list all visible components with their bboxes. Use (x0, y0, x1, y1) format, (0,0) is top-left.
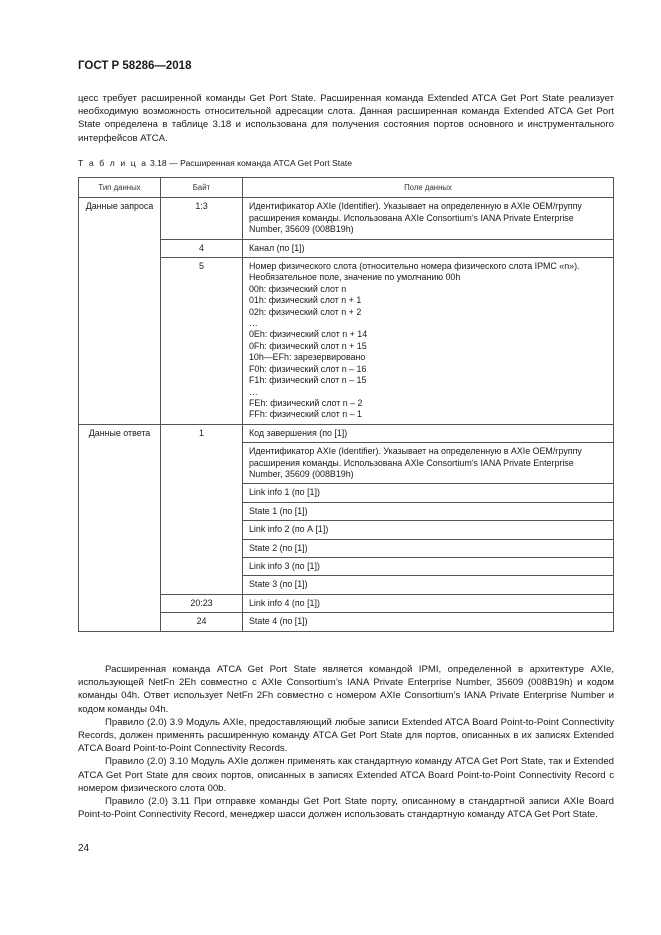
field-cell: Link info 3 (по [1]) (243, 557, 614, 575)
header-byte: Байт (161, 178, 243, 198)
byte-cell: 20:23 (161, 594, 243, 612)
field-line: 10h—EFh: зарезервировано (249, 352, 366, 363)
field-line: 01h: физический слот n + 1 (249, 295, 362, 306)
field-line: 00h: физический слот n (249, 283, 347, 294)
body-paragraph: Расширенная команда ATCA Get Port State является командой IPMI, определенной в архитектуре AXIe, использующей NetFn 2Eh совместно с AXIe Consortium’s IANA Private Enterprise Number, 35609 (008B19h) и кодом команды 04h. Ответ использует NetFn 2Fh совместно с номером AXIe Consortium’s IANA Private Enterprise Number и кодом команды 04h. (78, 664, 614, 715)
field-line: Номер физического слота (относительно номера физического слота IPMC «n»). Необязательное поле, значение по умолчанию 00h (249, 261, 580, 283)
field-cell: Идентификатор AXIe (Identifier). Указывает на определенную в AXIe OEM/группу расширения команды. Использована AXIe Consortium’s IANA Private Enterprise Number, 35609 (008B19h) (243, 198, 614, 239)
request-data-label: Данные запроса (79, 198, 161, 424)
field-cell: State 1 (по [1]) (243, 502, 614, 520)
header-data-type: Тип данных (79, 178, 161, 198)
field-cell: State 2 (по [1]) (243, 539, 614, 557)
intro-text: цесс требует расширенной команды Get Port State. Расширенная команда Extended ATCA Get Port State реализует необходимую возможность относительной адресации слота. Данная расширенная команда Extended ATCA Get Port State определена в таблице 3.18 и использована для получения состояния портов основного и инструментального интерфейсов ATCA. (78, 93, 614, 144)
byte-cell: 24 (161, 613, 243, 631)
field-line: F0h: физический слот n – 16 (249, 363, 367, 374)
command-table (78, 177, 614, 632)
intro-paragraph (78, 92, 614, 145)
table-header-row (79, 178, 614, 198)
field-line: … (249, 318, 258, 329)
byte-cell: 4 (161, 239, 243, 257)
field-line: FEh: физический слот n – 2 (249, 397, 363, 408)
field-cell: Канал (по [1]) (243, 239, 614, 257)
field-line: 0Fh: физический слот n + 15 (249, 340, 367, 351)
body-text (78, 663, 614, 821)
table-caption-label: Т а б л и ц а (78, 158, 148, 168)
response-data-label: Данные ответа (79, 424, 161, 631)
page-number: 24 (78, 843, 90, 854)
field-line: … (249, 386, 258, 397)
table-caption-text: 3.18 — Расширенная команда ATCA Get Port State (149, 158, 353, 168)
field-cell: Link info 1 (по [1]) (243, 484, 614, 502)
field-line: 0Eh: физический слот n + 14 (249, 329, 368, 340)
document-header: ГОСТ Р 58286—2018 (78, 60, 192, 72)
rule-paragraph: Правило (2.0) 3.9 Модуль AXIe, предоставляющий любые записи Extended ATCA Board Point-to-Point Connectivity Records, должен применять расширенную команду ATCA Get Port State для портов, описанных в их записях Extended ATCA Board Point-to-Point Connectivity Records. (78, 716, 614, 755)
field-cell: Код завершения (по [1]) (243, 424, 614, 442)
header-data-field: Поле данных (243, 178, 614, 198)
field-cell: Link info 2 (по А [1]) (243, 521, 614, 539)
field-cell: State 3 (по [1]) (243, 576, 614, 594)
rule-paragraph: Правило (2.0) 3.11 При отправке команды Get Port State порту, описанному в стандартной записи AXIe Board Point-to-Point Connectivity Record, менеджер шасси должен использовать стандартную команду ATCA Get Port State. (78, 796, 614, 821)
field-line: F1h: физический слот n – 15 (249, 375, 367, 386)
byte-cell: 1:3 (161, 198, 243, 239)
field-cell: Идентификатор AXIe (Identifier). Указывает на определенную в AXIe OEM/группу расширения команды. Использована AXIe Consortium’s IANA Private Enterprise Number, 35609 (008B19h) (243, 443, 614, 484)
byte-cell: 1 (161, 424, 243, 594)
byte-cell: 5 (161, 258, 243, 425)
field-cell: State 4 (по [1]) (243, 613, 614, 631)
field-cell: Link info 4 (по [1]) (243, 594, 614, 612)
field-cell-slot-list (243, 258, 614, 425)
field-line: FFh: физический слот n – 1 (249, 409, 362, 420)
table-caption (78, 158, 352, 168)
rule-paragraph: Правило (2.0) 3.10 Модуль AXIe должен применять как стандартную команду ATCA Get Port State, так и Extended ATCA Get Port State для своих портов, описанных в записях Extended ATCA Board Point-to-Point Connectivity Record с номером физического слота 00b. (78, 756, 614, 794)
table-row (79, 424, 614, 442)
field-line: 02h: физический слот n + 2 (249, 306, 362, 317)
table-row (79, 198, 614, 239)
